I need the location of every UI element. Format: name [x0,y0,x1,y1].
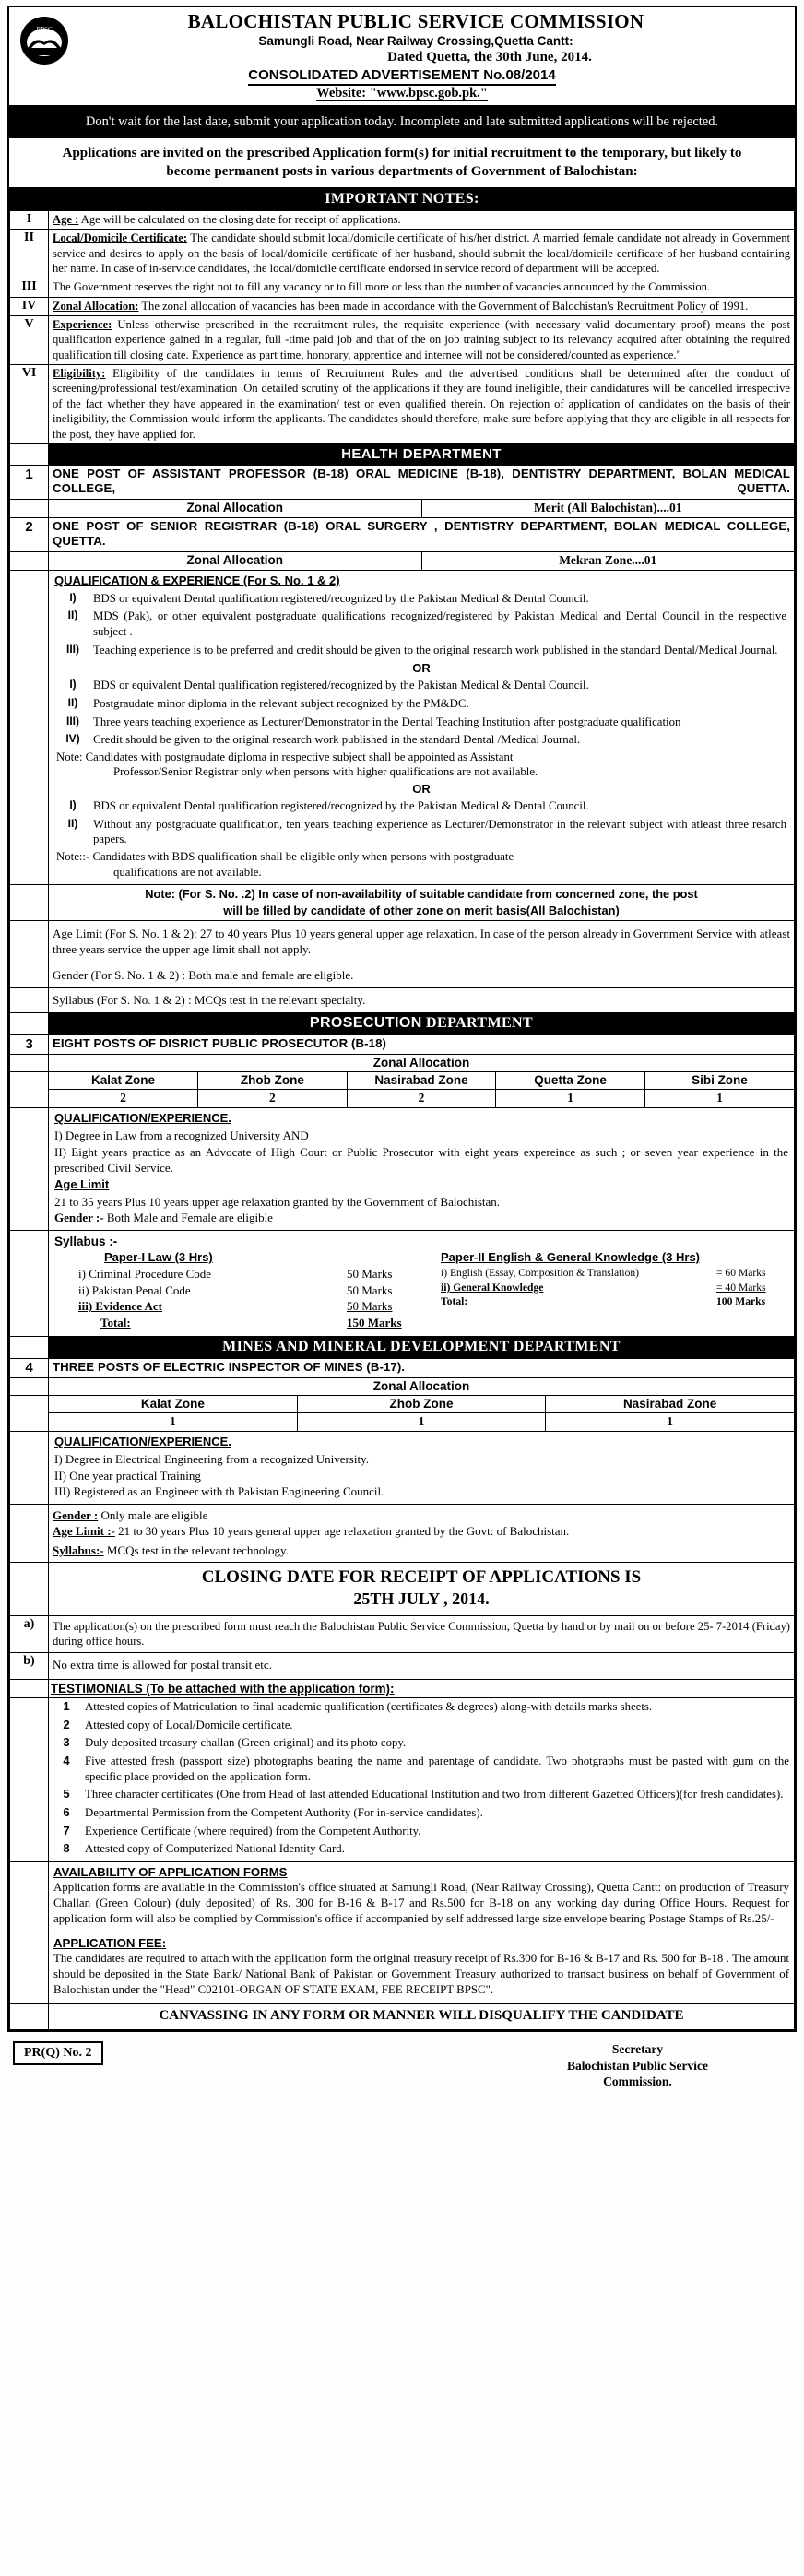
note-body: The zonal allocation of vacancies has been made in accordance with the Government of Balochistan's Recruitment Policy of 1991. [138,299,749,313]
table-row [10,278,795,297]
spacer-cell [10,1680,49,1698]
zone-header: Sibi Zone [692,1073,748,1088]
spacer-cell [10,1231,49,1337]
closing-item-text: No extra time is allowed for postal transit etc. [49,1653,795,1680]
list-item [51,1698,792,1717]
mines-department-bar: MINES AND MINERAL DEVELOPMENT DEPARTMENT [49,1337,794,1358]
syllabus-row [441,1266,788,1281]
document-frame [7,6,797,2032]
note-label: Experience: [53,317,112,331]
note-number: VI [10,365,49,444]
qualification-row [54,608,788,641]
table-row [10,1653,795,1680]
table-row [10,1615,795,1653]
post-title: ONE POST OF ASSISTANT PROFESSOR (B-18) ORAL MEDICINE (B-18), DENTISTRY DEPARTMENT, BOLAN MEDICAL COLLEGE, QUETTA. [49,465,795,499]
syllabus-row [78,1298,426,1315]
syllabus-total-label: Total: [100,1315,131,1329]
table-row [10,963,795,988]
syllabus-total-marks: 150 Marks [347,1315,402,1329]
or-separator: OR [412,782,431,797]
gender-label: Gender :- [54,1211,104,1225]
qualification-note-line2: Professor/Senior Registrar only when persons with higher qualifications are not available. [113,765,538,779]
qual-roman: I) [69,678,77,691]
item-text: Three character certificates (One from Head of last attended Educational Institution and two from different Gazetted Officers)(for fresh candidates). [85,1788,784,1802]
qual-text: BDS or equivalent Dental qualification registered/recognized by the Pakistan Medical & Dental Council. [93,591,589,605]
fee-title: APPLICATION FEE: [53,1935,167,1950]
age-limit-text: Age Limit (For S. No. 1 & 2): 27 to 40 years Plus 10 years general upper age relaxation. In case of the person already in Government Service with atleast three years service the upper age limit shall not apply. [49,920,795,963]
qualification-title: QUALIFICATION/EXPERIENCE. [54,1435,231,1449]
qual-line: III) Registered as an Engineer with th Pakistan Engineering Council. [54,1483,384,1498]
zone-header-row [49,1396,794,1413]
note-text [49,210,795,229]
mines-conditions-block [49,1504,795,1562]
age-limit-text: 21 to 30 years Plus 10 years general upper age relaxation granted by the Govt: of Balochistan. [114,1523,570,1538]
table-row [10,920,795,963]
zone-table-cell [49,1072,795,1108]
table-row [10,465,795,499]
table-row [10,1396,795,1432]
gender-text: Gender (For S. No. 1 & 2) : Both male and female are eligible. [49,963,795,988]
document-footer [7,2032,797,2094]
zone-header: Kalat Zone [49,1396,297,1413]
paper-1-column [54,1250,426,1330]
zonal-allocation-label: Zonal Allocation [49,552,421,570]
syllabus-subject: i) Criminal Procedure Code [78,1267,212,1282]
qual-text: Without any postgraduate qualification, ten years teaching experience as Lecturer/Demonstrator in the relevant subject with atleast three resarch papers. [93,817,786,846]
list-item [51,1823,792,1841]
testimonials-list-cell [49,1698,795,1861]
website-line: Website: "www.bpsc.gob.pk." [316,86,488,101]
zone-header: Zhob Zone [198,1072,348,1090]
age-limit-text: 21 to 35 years Plus 10 years upper age relaxation granted by the Government of Balochistan. [54,1194,501,1209]
or-separator: OR [412,661,431,676]
testimonials-table [9,1698,795,2030]
zone-count: 1 [49,1413,297,1432]
post-number: 1 [10,465,49,499]
spacer-cell [10,1337,49,1359]
syllabus-marks: = 60 Marks [716,1267,766,1280]
item-number: 1 [63,1699,70,1714]
item-number: 6 [63,1804,70,1819]
zone-count-row [49,1090,794,1108]
closing-item-letter: a) [10,1615,49,1653]
syllabus-total-marks: 100 Marks [716,1295,766,1308]
bpsc-emblem-icon [18,15,70,66]
post-number: 3 [10,1035,49,1055]
spacer-cell [10,2003,49,2029]
zone-count: 1 [297,1413,545,1432]
gender-text: Both Male and Female are eligible [103,1211,273,1225]
post-number: 4 [10,1359,49,1378]
zone-note-cell [49,885,795,921]
signature-org-line2: Commission. [603,2074,672,2089]
table-row [10,230,795,278]
paper-2-column [441,1250,788,1330]
syllabus-subject: iii) Evidence Act [78,1299,162,1314]
qualification-row [54,677,788,695]
age-limit-row [53,1523,790,1539]
note-number: IV [10,297,49,315]
organization-address: Samungli Road, Near Railway Crossing,Quetta Cantt: [258,34,573,49]
qualification-row [54,798,788,816]
table-row [10,1698,795,1861]
gender-text: Only male are eligible [98,1507,208,1522]
note-text [49,297,795,315]
post-title: THREE POSTS OF ELECTRIC INSPECTOR OF MINES (B-17). [49,1359,795,1378]
availability-title: AVAILABILITY OF APPLICATION FORMS [53,1864,288,1879]
item-number: 4 [63,1754,70,1768]
qualification-block [49,570,795,884]
availability-block [49,1861,795,1932]
testimonials-title: TESTIMONIALS (To be attached with the application form): [51,1682,395,1696]
document-date: Dated Quetta, the 30th June, 2014. [387,50,592,65]
age-limit-label: Age Limit :- [53,1523,115,1538]
gender-row [54,1210,788,1225]
qualification-note2-line2: qualifications are not available. [113,865,262,879]
qual-roman: IV) [65,732,80,746]
spacer-cell [10,1072,49,1108]
post-title: EIGHT POSTS OF DISRICT PUBLIC PROSECUTOR (B-18) [49,1035,795,1055]
zone-count: 1 [644,1090,794,1108]
table-row [10,443,795,465]
spacer-cell [10,1055,49,1072]
table-row [10,297,795,315]
table-row [10,551,795,570]
signature-org-line1: Balochistan Public Service [567,2058,708,2073]
qual-text: Three years teaching experience as Lecturer/Demonstrator in the Dental Teaching Institution after postgraduate qualification [93,715,681,728]
mines-department-bar-cell [49,1337,795,1359]
item-text: Five attested fresh (passport size) photographs bearing the name and parentage of candidate. Two photgraphs must be pasted with gum on the specific place provided on the application form. [85,1755,789,1783]
qual-roman: III) [66,714,79,727]
syllabus-subject: i) English (Essay, Composition & Translation) [441,1267,640,1280]
item-text: Duly deposited treasury challan (Green original) and its photo copy. [85,1736,407,1750]
spacer-cell [10,963,49,988]
qualification-row [54,695,788,714]
zone-count: 2 [347,1090,496,1108]
spacer-cell [10,1861,49,1932]
mines-qualification-block [49,1432,795,1504]
syllabus-text: MCQs test in the relevant technology. [103,1543,289,1558]
syllabus-marks: = 40 Marks [716,1281,766,1294]
important-notes-table [9,210,795,1698]
syllabus-total-row [78,1315,426,1331]
zone-header: Nasirabad Zone [622,1397,717,1412]
qual-roman: II) [67,695,78,709]
syllabus-row [78,1266,426,1282]
age-limit-label: Age Limit [54,1176,110,1191]
table-row [10,2003,795,2029]
qual-text: Credit should be given to the original research work published in the standard Dental /Medical Journal. [93,733,581,747]
item-text: Attested copies of Matriculation to final academic qualification (certificates & degrees) along-with details marks sheets. [85,1700,653,1714]
zone-count: 2 [198,1090,348,1108]
qual-text: BDS or equivalent Dental qualification registered/recognized by the Pakistan Medical & Dental Council. [93,799,589,813]
prosecution-department-bar-cell [49,1013,795,1035]
list-item [51,1786,792,1804]
syllabus-marks: 50 Marks [347,1299,393,1314]
zone-count: 1 [496,1090,645,1108]
spacer-cell [10,499,49,517]
note-body: The candidate should submit local/domicile certificate of his/her district. A married female candidate not already in Government service and desires to apply on the basis of local/domicile certificate of her husband, should submit the local/domicile certificate of her husband containing her name. In case of in-service candidates, the local/domicile certificate endorsed in service record of department will be accepted. [53,231,790,275]
syllabus-row [78,1282,426,1299]
note-body: Age will be calculated on the closing date for receipt of applications. [78,212,401,226]
qual-line: II) Eight years practice as an Advocate of High Court or Public Prosecutor with eight years expereince as such ; or seven year experience in the prescribed Civil Service. [54,1144,788,1175]
spacer-cell [10,1013,49,1035]
qualification-title: QUALIFICATION/EXPERIENCE. [54,1111,231,1126]
syllabus-subject: ii) Pakistan Penal Code [78,1282,191,1297]
list-item [51,1840,792,1859]
list-item [51,1753,792,1786]
table-row [10,1861,795,1932]
item-number: 5 [63,1787,70,1802]
zonal-allocation-cell [49,499,795,517]
intro-paragraph: Applications are invited on the prescribed Application form(s) for initial recruitment to the temporary, but likely to become permanent posts in various departments of Government of Balochistan: [9,138,795,189]
table-row [10,1563,795,1615]
table-row [10,1108,795,1231]
table-row [10,499,795,517]
qual-roman: II) [67,609,78,622]
post-number: 2 [10,517,49,551]
item-text: Attested copy of Computerized National Identity Card. [85,1842,345,1856]
important-notes-bar: IMPORTANT NOTES: [9,189,795,210]
spacer-cell [10,1932,49,2003]
list-item [51,1804,792,1823]
table-row [10,1035,795,1055]
closing-item-letter: b) [10,1653,49,1680]
table-row [10,988,795,1013]
fee-body: The candidates are required to attach with the application form the original treasury receipt of Rs.300 for B-16 & B-17 and Rs. 500 for B-18 . The amount should be deposited in the State Bank/ National Bank of Pakistan or Government Treasury authorized to transact business on behalf of Government of Balochistan under the "Head" C02101-ORGAN OF STATE EXAM, FEE RECEIPT BPSC". [53,1951,789,1996]
qual-text: Postgraudate minor diploma in the relevant subject recognized by the PM&DC. [93,696,469,710]
note-label: Local/Domicile Certificate: [53,231,188,245]
table-row [10,1072,795,1108]
qualification-row [54,714,788,732]
qual-text: BDS or equivalent Dental qualification registered/recognized by the Pakistan Medical & Dental Council. [93,679,589,692]
qual-roman: I) [69,798,77,812]
availability-body: Application forms are available in the Commission's office situated at Samungli Road, (Near Railway Crossing), Quetta Cantt: on production of Treasury Challan (Green Colour) (duly deposited) of Rs. 300 for B-16 & B-17 and Rs.500 for B-18 on any working day during Office Hours. Request for application form will also be complied by Commission's office if accompanied by self addressed large size envelope bearing Postage Stamps of Rs.25/- [53,1880,789,1925]
note-number: III [10,278,49,297]
spacer-cell [10,1432,49,1504]
zone-note-line1: Note: (For S. No. .2) In case of non-availability of suitable candidate from concerned zone, the post [145,887,698,902]
list-item [51,1734,792,1753]
table-row [10,1055,795,1072]
table-row [10,1378,795,1396]
syllabus-marks: 50 Marks [347,1267,393,1282]
spacer-cell [10,1504,49,1562]
note-label: Age : [53,212,79,226]
spacer-cell [10,988,49,1013]
spacer-cell [10,1108,49,1231]
closing-date-cell [49,1563,795,1615]
table-row [10,1013,795,1035]
table-row [10,1932,795,2003]
list-item [51,1717,792,1735]
syllabus-label: Syllabus :- [54,1235,118,1249]
zone-count-row [49,1413,794,1432]
advertisement-number: CONSOLIDATED ADVERTISEMENT No.08/2014 [9,67,795,83]
qualification-row [54,731,788,750]
syllabus-subject: ii) General Knowledge [441,1281,544,1294]
table-row [10,1680,795,1698]
item-text: Attested copy of Local/Domicile certificate. [85,1718,293,1731]
zone-header: Nasirabad Zone [347,1072,496,1090]
gender-row [53,1507,790,1523]
syllabus-total-row [441,1294,788,1309]
spacer-cell [10,551,49,570]
table-row [10,1432,795,1504]
syllabus-total-label: Total: [441,1295,468,1308]
prosecution-department-bar: PROSECUTION DEPARTMENT [49,1013,794,1034]
qualification-row [54,816,788,849]
closing-date-line2: 25TH JULY , 2014. [353,1589,490,1609]
zone-count: 2 [49,1090,198,1108]
paper-2-heading: Paper-II English & General Knowledge (3 Hrs) [441,1250,701,1265]
qual-roman: III) [66,642,79,656]
health-department-bar: HEALTH DEPARTMENT [49,444,794,465]
qual-roman: I) [69,590,77,604]
item-number: 2 [63,1717,70,1731]
item-number: 8 [63,1841,70,1856]
post-title: ONE POST OF SENIOR REGISTRAR (B-18) ORAL SURGERY , DENTISTRY DEPARTMENT, BOLAN MEDICAL COLLEGE, QUETTA. [49,517,795,551]
syllabus-row [441,1281,788,1295]
qual-line: I) Degree in Electrical Engineering from a recognized University. [54,1452,369,1467]
organization-title: BALOCHISTAN PUBLIC SERVICE COMMISSION [187,10,644,32]
zone-table-cell [49,1396,795,1432]
note-label: Eligibility: [53,367,106,381]
closing-item-text: The application(s) on the prescribed form must reach the Balochistan Public Service Commission, Quetta by hand or by mail on or before 25- 7-2014 (Friday) during office hours. [49,1615,795,1653]
note-number: I [10,210,49,229]
spacer-cell [10,1378,49,1396]
qual-text: Teaching experience is to be preferred and credit should be given to the original research work published in the standard Dental/Medical Journal. [93,643,778,656]
table-row [10,517,795,551]
table-row [10,315,795,364]
table-row [10,210,795,229]
table-row [10,1359,795,1378]
document-header [9,7,795,107]
table-row [10,365,795,444]
zonal-allocation-value: Merit (All Balochistan)....01 [534,500,682,514]
qualification-row [54,642,788,660]
closing-date-block [53,1564,790,1613]
testimonials-cell [49,1680,795,1698]
zonal-allocation-value: Mekran Zone....01 [559,552,657,567]
closing-date-line1: CLOSING DATE FOR RECEIPT OF APPLICATIONS IS [201,1567,642,1588]
note-number: V [10,315,49,364]
signature-title: Secretary [611,2041,664,2056]
prosecution-qualification-block [49,1108,795,1231]
note-text [49,278,795,297]
zone-header: Kalat Zone [49,1072,198,1090]
qual-roman: II) [67,816,78,830]
spacer-cell [10,1563,49,1615]
table-row [10,885,795,921]
note-number: II [10,230,49,278]
zone-count: 1 [546,1413,794,1432]
note-body: The Government reserves the right not to fill any vacancy or to fill more or less than the number of vacancies announced by the Commission. [53,280,711,294]
spacer-cell [10,570,49,884]
zone-header: Quetta Zone [496,1072,645,1090]
pr-number: PR(Q) No. 2 [13,2041,103,2065]
qualification-note2-line1: Note::- Candidates with BDS qualification shall be eligible only when persons with postgraduate [56,849,514,863]
zonal-allocation-label: Zonal Allocation [49,1378,795,1396]
syllabus-label: Syllabus:- [53,1543,104,1558]
qualification-title: QUALIFICATION & EXPERIENCE (For S. No. 1 & 2) [54,573,340,587]
syllabus-text: Syllabus (For S. No. 1 & 2) : MCQs test in the relevant specialty. [49,988,795,1013]
zone-note-line2: will be filled by candidate of other zone on merit basis(All Balochistan) [223,903,620,917]
note-label: Zonal Allocation: [53,299,139,313]
zonal-allocation-label: Zonal Allocation [49,1055,795,1072]
zone-header: Zhob Zone [297,1396,545,1413]
gender-label: Gender : [53,1507,99,1522]
canvassing-cell [49,2003,795,2029]
fee-block [49,1932,795,2003]
canvassing-warning: CANVASSING IN ANY FORM OR MANNER WILL DISQUALIFY THE CANDIDATE [159,2007,684,2023]
signature-block [567,2041,791,2090]
spacer-cell [10,1396,49,1432]
qualification-row [54,590,788,609]
note-body: Eligibility of the candidates in terms of Recruitment Rules and the advertised conditions shall be determined after the conduct of screening/professional test/examination .On detailed scrutiny of the applications if they are found ineligible, their candidatures will be cancelled irrespective of the fact whether they have appeared in the examination/ test or even qualified therein. On rejection of application of candidates on the basis of their ineligibility, the Commission would inform the applicants. The candidates should therefore, make sure before applying that they are eligible in all respects for the post, they have applied for. [53,367,790,441]
note-text [49,365,795,444]
zonal-allocation-label: Zonal Allocation [49,500,421,517]
spacer-cell [10,920,49,963]
qualification-note-line1: Note: Candidates with postgraudate diploma in respective subject shall be appointed as Assistant [56,750,514,763]
syllabus-block [49,1231,795,1337]
deadline-banner: Don't wait for the last date, submit your application today. Incomplete and late submitted applications will be rejected. [9,107,795,138]
spacer-cell [10,1698,49,1861]
table-row [10,1504,795,1562]
spacer-cell [10,885,49,921]
zonal-allocation-cell [49,551,795,570]
table-row [10,570,795,884]
qual-line: I) Degree in Law from a recognized University AND [54,1128,309,1143]
health-department-bar-cell [49,443,795,465]
syllabus-marks: 50 Marks [347,1282,393,1297]
note-text [49,315,795,364]
svg-text:BPSC: BPSC [36,26,53,33]
paper-1-heading: Paper-I Law (3 Hrs) [104,1250,213,1265]
item-text: Experience Certificate (where required) from the Competent Authority. [85,1824,421,1837]
table-row [10,1337,795,1359]
item-number: 7 [63,1823,70,1837]
spacer-cell [10,443,49,465]
qual-line: II) One year practical Training [54,1468,201,1483]
syllabus-row [53,1542,790,1558]
qual-text: MDS (Pak), or other equivalent postgraduate qualifications recognized/registered by Pakistan Medical and Dental Council in the respective subject . [93,609,786,639]
item-number: 3 [63,1735,70,1750]
note-text [49,230,795,278]
note-body: Unless otherwise prescribed in the recruitment rules, the requisite experience (with necessary valid documentary proof) means the post qualification experience gained in a regular, full -time paid job and that of the on job training subject to its relevancy acquired after obtaining the required qualification till closing date. Experience as part time, honorary, apprentice and internee will not be considered/counted as experience." [53,317,790,361]
table-row [10,1231,795,1337]
item-text: Departmental Permission from the Competent Authority (For in-service candidates). [85,1805,483,1819]
zone-header-row [49,1072,794,1090]
